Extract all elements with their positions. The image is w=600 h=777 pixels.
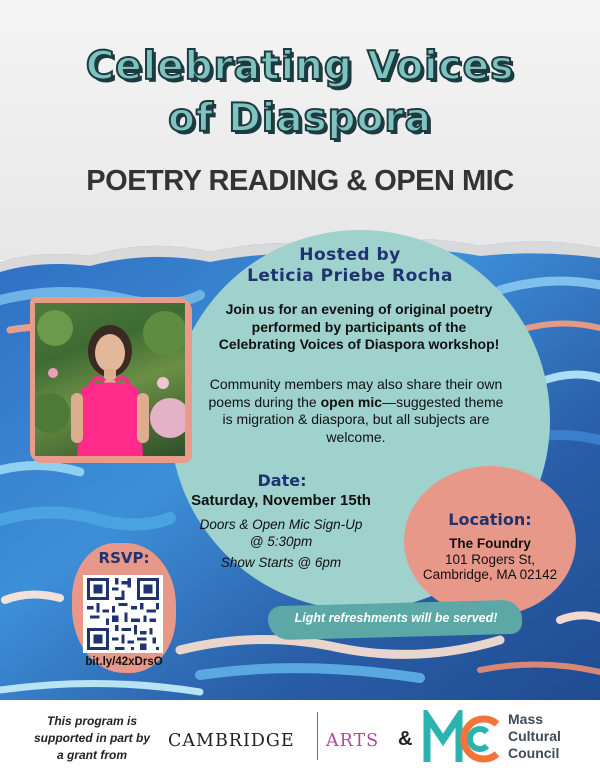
event-date: Saturday, November 15th — [191, 492, 371, 509]
sponsor-note — [22, 713, 162, 764]
host-photo — [35, 303, 185, 456]
venue-address — [410, 552, 570, 582]
title-line-2: of Diaspora — [168, 96, 432, 141]
sponsor-note-line-2: supported in part by — [33, 731, 150, 745]
location-heading: Location: — [448, 510, 532, 529]
show-time: Show Starts @ 6pm — [220, 555, 342, 570]
mass-cultural-council-text — [508, 711, 598, 762]
sponsor-note-line-1: This program is — [46, 714, 138, 728]
community-note — [206, 376, 506, 446]
community-text-end: —suggested theme is migration & diaspora, but all subjects are welcome. — [222, 393, 504, 445]
refreshments-text: Light refreshments will be served! — [294, 611, 498, 625]
doors-hour: @ 5:30pm — [249, 534, 313, 549]
doors-time — [170, 516, 392, 550]
doors-label: Doors & Open Mic Sign-Up — [199, 517, 363, 532]
arts-logo-text: ARTS — [326, 731, 380, 751]
mass-cultural-council-logo-icon — [423, 710, 505, 766]
host-name: Leticia Priebe Rocha — [247, 266, 453, 286]
mcc-line-3: Council — [508, 745, 560, 761]
ampersand: & — [398, 728, 413, 750]
venue-city: Cambridge, MA 02142 — [422, 567, 558, 582]
mcc-line-2: Cultural — [508, 728, 561, 744]
date-heading: Date: — [257, 471, 307, 490]
host-portrait-image — [35, 303, 185, 456]
venue-street: 101 Rogers St, — [444, 552, 536, 567]
venue-name: The Foundry — [449, 536, 531, 551]
hosted-by-label: Hosted by — [299, 245, 401, 265]
rsvp-link[interactable]: bit.ly/42xDrsO — [85, 656, 163, 668]
host-heading — [200, 245, 500, 287]
community-text-start: Community members may also share their own poems during the — [208, 376, 503, 410]
rsvp-heading: RSVP: — [98, 549, 150, 567]
mcc-line-1: Mass — [508, 711, 544, 727]
open-mic-emphasis: open mic — [320, 393, 383, 410]
qr-code-icon[interactable] — [83, 575, 163, 653]
subtitle: POETRY READING & OPEN MIC — [86, 165, 514, 197]
logo-divider — [317, 712, 318, 760]
cambridge-logo-text: CAMBRIDGE — [168, 731, 295, 751]
sponsor-note-line-3: a grant from — [56, 748, 127, 762]
event-intro: Join us for an evening of original poetry performed by participants of the Celebrating Voices of Diaspora workshop! — [218, 301, 500, 352]
title-line-1: Celebrating Voices — [85, 44, 515, 89]
